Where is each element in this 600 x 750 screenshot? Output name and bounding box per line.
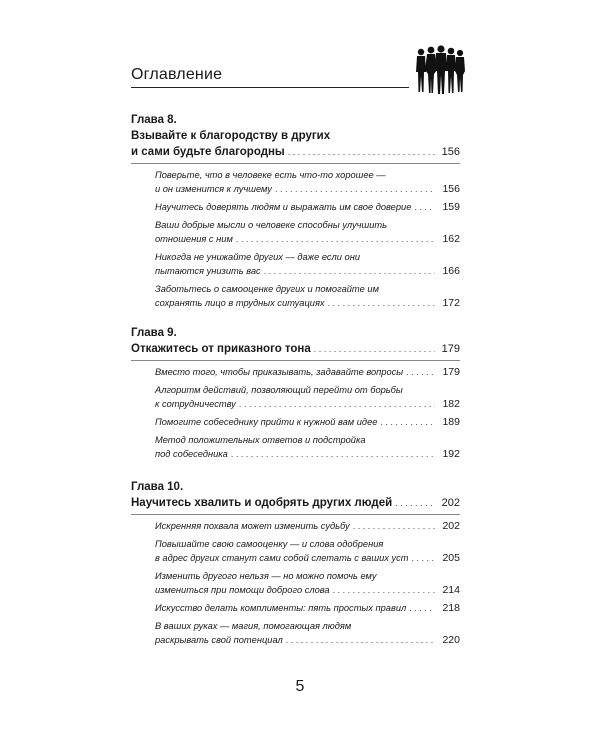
entry-line xyxy=(155,583,460,597)
entry-text: Искусство делать комплименты: пять простых правил xyxy=(155,603,407,613)
entry-text: раскрывать свой потенциал xyxy=(155,635,283,645)
leader-dots xyxy=(353,519,435,533)
entry-text: Искренняя похвала может изменить судьбу xyxy=(155,521,350,531)
page-number: 202 xyxy=(441,497,460,509)
entry-text: Вместо того, чтобы приказывать, задавайте вопросы xyxy=(155,367,404,377)
chapter-title-text: и сами будьте благородны xyxy=(131,146,285,158)
chapter-title-text: Откажитесь от приказного тона xyxy=(131,343,311,355)
page-number: 189 xyxy=(442,416,460,428)
toc-entry[interactable] xyxy=(131,168,460,196)
toc-entry[interactable] xyxy=(131,619,460,647)
chapter-8 xyxy=(131,112,460,310)
entry-line xyxy=(155,218,460,232)
page-number: 182 xyxy=(442,398,460,410)
entry-line xyxy=(155,619,460,633)
chapter-title-text: Взывайте к благородству в других xyxy=(131,130,331,142)
entry-line xyxy=(155,415,460,429)
leader-dots xyxy=(275,182,435,196)
entry-line xyxy=(155,633,460,647)
page-title: Оглавление xyxy=(131,66,223,83)
page-number: 192 xyxy=(442,448,460,460)
entry-line xyxy=(155,383,460,397)
entry-line xyxy=(155,250,460,264)
entry-line xyxy=(155,200,460,214)
leader-dots xyxy=(395,495,435,511)
entry-line xyxy=(155,569,460,583)
entry-line xyxy=(155,264,460,278)
entry-text: Помогите собеседнику прийти к нужной вам идее xyxy=(155,417,378,427)
leader-dots xyxy=(236,232,435,246)
leader-dots xyxy=(264,264,435,278)
chapter-divider xyxy=(131,163,460,164)
page-number: 205 xyxy=(442,552,460,564)
entry-line xyxy=(155,447,460,461)
entry-text: отношения с ним xyxy=(155,234,233,244)
page-number: 162 xyxy=(442,233,460,245)
toc-entry[interactable] xyxy=(131,601,460,615)
entry-line xyxy=(155,282,460,296)
entry-line xyxy=(155,365,460,379)
page-number: 166 xyxy=(442,265,460,277)
entry-text: в адрес других станут сами собой слетать с ваших уст xyxy=(155,553,409,563)
toc-entry[interactable] xyxy=(131,537,460,565)
entry-text: В ваших руках — магия, помогающая людям xyxy=(155,621,352,631)
entry-line xyxy=(155,397,460,411)
entry-text: Поверьте, что в человеке есть что-то хорошее — xyxy=(155,170,386,180)
entry-text: сохранять лицо в трудных ситуациях xyxy=(155,298,325,308)
toc-entry[interactable] xyxy=(131,519,460,533)
leader-dots xyxy=(414,200,435,214)
entry-line xyxy=(155,433,460,447)
page-number: 202 xyxy=(442,520,460,532)
toc-entry[interactable] xyxy=(131,383,460,411)
entry-line xyxy=(155,296,460,310)
toc-entry[interactable] xyxy=(131,569,460,597)
chapter-10 xyxy=(131,479,460,647)
leader-dots xyxy=(328,296,435,310)
toc-entry[interactable] xyxy=(131,218,460,246)
leader-dots xyxy=(333,583,435,597)
chapter-label: Глава 10. xyxy=(131,481,184,493)
page-number: 214 xyxy=(442,584,460,596)
page-number: 220 xyxy=(442,634,460,646)
chapter-title-line xyxy=(131,128,460,144)
page-number: 156 xyxy=(441,146,460,158)
entry-line xyxy=(155,182,460,196)
toc-entry[interactable] xyxy=(131,433,460,461)
entry-text: Научитесь доверять людям и выражать им свое доверие xyxy=(155,202,412,212)
page-number: 159 xyxy=(442,201,460,213)
entry-text: Повышайте свою самооценку — и слова одобрения xyxy=(155,539,384,549)
chapter-label: Глава 8. xyxy=(131,114,177,126)
leader-dots xyxy=(409,601,435,615)
leader-dots xyxy=(406,365,435,379)
chapter-title-text: Научитесь хвалить и одобрять других людей xyxy=(131,497,393,509)
toc-entry[interactable] xyxy=(131,365,460,379)
entry-text: измениться при помощи доброго слова xyxy=(155,585,330,595)
entry-text: Изменить другого нельзя — но можно помочь ему xyxy=(155,571,377,581)
entry-text: пытаются унизить вас xyxy=(155,266,261,276)
chapter-label: Глава 9. xyxy=(131,327,177,339)
leader-dots xyxy=(239,397,435,411)
entry-text: Ваши добрые мысли о человеке способны улучшить xyxy=(155,220,387,230)
footer-page-number: 5 xyxy=(295,678,305,695)
toc-entry[interactable] xyxy=(131,282,460,310)
entry-text: к сотрудничеству xyxy=(155,399,236,409)
page-number: 218 xyxy=(442,602,460,614)
page-number: 179 xyxy=(441,343,460,355)
leader-dots xyxy=(412,551,435,565)
chapter-title-line[interactable] xyxy=(131,341,460,357)
entry-text: и он изменится к лучшему xyxy=(155,184,272,194)
leader-dots xyxy=(314,341,435,357)
chapter-divider xyxy=(131,514,460,515)
entry-line xyxy=(155,551,460,565)
entry-text: Заботьтесь о самооценке других и помогайте им xyxy=(155,284,379,294)
toc-entry[interactable] xyxy=(131,250,460,278)
toc-entry[interactable] xyxy=(131,200,460,214)
chapter-title-line[interactable] xyxy=(131,495,460,511)
entry-text: Метод положительных ответов и подстройка xyxy=(155,435,366,445)
leader-dots xyxy=(288,144,435,160)
entry-line xyxy=(155,601,460,615)
chapter-title-line[interactable] xyxy=(131,144,460,160)
toc-header xyxy=(131,44,461,96)
business-people-silhouettes-icon xyxy=(415,44,465,96)
entry-text: Никогда не унижайте других — даже если они xyxy=(155,252,360,262)
entry-text: под собеседника xyxy=(155,449,228,459)
leader-dots xyxy=(231,447,435,461)
page-number: 156 xyxy=(442,183,460,195)
page-number: 172 xyxy=(442,297,460,309)
entry-text: Алгоритм действий, позволяющий перейти от борьбы xyxy=(155,385,403,395)
header-divider xyxy=(131,87,409,88)
entry-line xyxy=(155,519,460,533)
entry-line xyxy=(155,168,460,182)
chapter-9 xyxy=(131,325,460,461)
leader-dots xyxy=(380,415,435,429)
leader-dots xyxy=(286,633,435,647)
page-number: 179 xyxy=(442,366,460,378)
entry-line xyxy=(155,232,460,246)
chapter-divider xyxy=(131,360,460,361)
entry-line xyxy=(155,537,460,551)
toc-entry[interactable] xyxy=(131,415,460,429)
